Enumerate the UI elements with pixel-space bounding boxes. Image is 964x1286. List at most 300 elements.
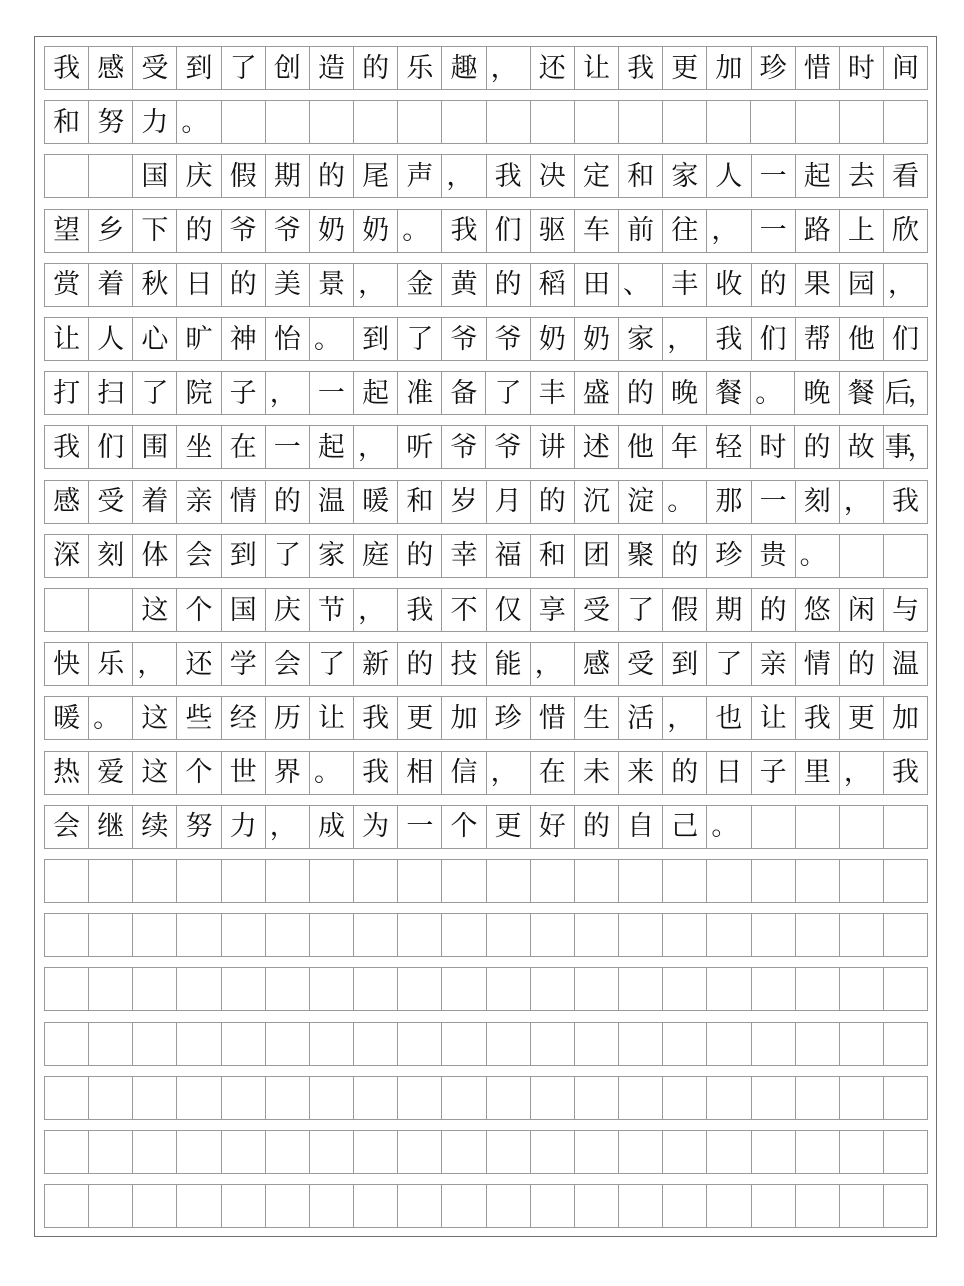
grid-cell: 受 bbox=[575, 589, 619, 631]
grid-cell: 丰 bbox=[531, 372, 575, 414]
grid-cell: 和 bbox=[531, 535, 575, 577]
grid-cell: 园 bbox=[840, 264, 884, 306]
grid-cell bbox=[840, 1077, 884, 1119]
grid-cell: 旷 bbox=[177, 318, 221, 360]
grid-cell bbox=[707, 1023, 751, 1065]
grid-cell: 努 bbox=[89, 101, 133, 143]
grid-cell: 驱 bbox=[531, 210, 575, 252]
grid-cell: 我 bbox=[45, 47, 89, 89]
grid-cell bbox=[575, 860, 619, 902]
grid-cell: 我 bbox=[884, 752, 928, 794]
grid-cell: 人 bbox=[89, 318, 133, 360]
grid-cell bbox=[398, 860, 442, 902]
grid-cell bbox=[133, 1131, 177, 1173]
grid-row bbox=[44, 480, 928, 524]
grid-row bbox=[44, 209, 928, 253]
grid-cell: 。 bbox=[89, 697, 133, 739]
grid-cell: 在 bbox=[531, 752, 575, 794]
grid-cell bbox=[354, 1131, 398, 1173]
grid-cell: 决 bbox=[531, 155, 575, 197]
grid-cell: 惜 bbox=[531, 697, 575, 739]
grid-cell bbox=[442, 860, 486, 902]
grid-cell: 一 bbox=[310, 372, 354, 414]
grid-cell: 我 bbox=[45, 426, 89, 468]
grid-cell: 日 bbox=[177, 264, 221, 306]
grid-cell: 一 bbox=[752, 155, 796, 197]
grid-cell: 国 bbox=[222, 589, 266, 631]
grid-cell: 庭 bbox=[354, 535, 398, 577]
grid-cell: ， bbox=[354, 264, 398, 306]
grid-cell: 下 bbox=[133, 210, 177, 252]
grid-cell: ， bbox=[442, 155, 486, 197]
grid-cell bbox=[619, 101, 663, 143]
grid-cell: 晚 bbox=[795, 372, 839, 414]
grid-cell: 那 bbox=[707, 481, 751, 523]
grid-cell: 着 bbox=[89, 264, 133, 306]
grid-cell: 餐 bbox=[840, 372, 884, 414]
grid-cell: 赏 bbox=[45, 264, 89, 306]
grid-cell: 学 bbox=[222, 643, 266, 685]
grid-cell: 子 bbox=[752, 752, 796, 794]
grid-cell: 的 bbox=[575, 806, 619, 848]
grid-cell: 亲 bbox=[752, 643, 796, 685]
grid-cell: 闲 bbox=[840, 589, 884, 631]
grid-cell: 珍 bbox=[707, 535, 751, 577]
grid-cell bbox=[663, 1131, 707, 1173]
grid-cell bbox=[487, 860, 531, 902]
grid-cell: 我 bbox=[442, 210, 486, 252]
grid-cell: 晚 bbox=[663, 372, 707, 414]
grid-cell bbox=[354, 1023, 398, 1065]
grid-cell: 享 bbox=[531, 589, 575, 631]
grid-cell: 一 bbox=[752, 210, 796, 252]
grid-cell: 这 bbox=[133, 752, 177, 794]
grid-cell bbox=[575, 101, 619, 143]
grid-cell bbox=[752, 1185, 796, 1227]
grid-cell: 爱 bbox=[89, 752, 133, 794]
grid-cell: 欣 bbox=[884, 210, 928, 252]
grid-cell: 感 bbox=[575, 643, 619, 685]
grid-cell: 奶 bbox=[310, 210, 354, 252]
grid-cell: 的 bbox=[752, 264, 796, 306]
grid-cell: 了 bbox=[222, 47, 266, 89]
grid-cell bbox=[487, 1185, 531, 1227]
grid-cell bbox=[840, 860, 884, 902]
grid-cell: 淀 bbox=[619, 481, 663, 523]
grid-cell bbox=[575, 968, 619, 1010]
grid-cell bbox=[840, 1131, 884, 1173]
grid-cell: 这 bbox=[133, 697, 177, 739]
grid-cell bbox=[177, 968, 221, 1010]
grid-cell bbox=[796, 860, 840, 902]
grid-cell bbox=[177, 1131, 221, 1173]
grid-cell: 了 bbox=[398, 318, 442, 360]
grid-cell: 爷 bbox=[486, 426, 530, 468]
grid-cell bbox=[442, 968, 486, 1010]
grid-cell: 加 bbox=[442, 697, 486, 739]
grid-cell: 乐 bbox=[89, 643, 133, 685]
grid-cell bbox=[354, 968, 398, 1010]
grid-cell: 景 bbox=[310, 264, 354, 306]
grid-cell: 我 bbox=[354, 752, 398, 794]
grid-cell: 备 bbox=[442, 372, 486, 414]
grid-cell bbox=[354, 1185, 398, 1227]
grid-cell: 的 bbox=[310, 155, 354, 197]
grid-cell bbox=[310, 968, 354, 1010]
grid-cell: 趣 bbox=[442, 47, 486, 89]
grid-cell: 、 bbox=[619, 264, 663, 306]
grid-cell bbox=[398, 1023, 442, 1065]
grid-cell: 我 bbox=[796, 697, 840, 739]
grid-cell: ， bbox=[266, 806, 310, 848]
grid-cell bbox=[531, 1077, 575, 1119]
grid-cell: 奶 bbox=[354, 210, 398, 252]
grid-cell bbox=[310, 914, 354, 956]
grid-cell bbox=[177, 914, 221, 956]
grid-cell bbox=[45, 1131, 89, 1173]
grid-cell: 准 bbox=[398, 372, 442, 414]
grid-cell bbox=[222, 968, 266, 1010]
grid-cell bbox=[398, 1131, 442, 1173]
grid-row bbox=[44, 100, 928, 144]
grid-cell bbox=[796, 1185, 840, 1227]
grid-cell: 技 bbox=[442, 643, 486, 685]
grid-cell bbox=[575, 914, 619, 956]
grid-cell: 假 bbox=[663, 589, 707, 631]
grid-cell bbox=[45, 1185, 89, 1227]
grid-cell bbox=[398, 914, 442, 956]
grid-cell bbox=[619, 1023, 663, 1065]
grid-cell: 国 bbox=[133, 155, 177, 197]
grid-cell: ， bbox=[663, 697, 707, 739]
grid-cell bbox=[840, 914, 884, 956]
grid-cell: 乡 bbox=[89, 210, 133, 252]
grid-cell bbox=[840, 535, 884, 577]
grid-cell bbox=[177, 860, 221, 902]
grid-cell bbox=[752, 1023, 796, 1065]
grid-cell bbox=[840, 101, 884, 143]
grid-cell: 和 bbox=[619, 155, 663, 197]
grid-cell: 受 bbox=[89, 481, 133, 523]
grid-cell bbox=[89, 1131, 133, 1173]
grid-cell bbox=[89, 589, 133, 631]
grid-cell: 续 bbox=[133, 806, 177, 848]
grid-cell: 讲 bbox=[531, 426, 575, 468]
grid-cell bbox=[752, 1131, 796, 1173]
grid-cell bbox=[222, 1131, 266, 1173]
grid-cell: 打 bbox=[45, 372, 89, 414]
grid-row bbox=[44, 805, 928, 849]
grid-cell: 成 bbox=[310, 806, 354, 848]
grid-cell bbox=[575, 1131, 619, 1173]
grid-cell bbox=[89, 914, 133, 956]
grid-cell: 暖 bbox=[354, 481, 398, 523]
grid-cell bbox=[531, 860, 575, 902]
grid-cell bbox=[45, 1077, 89, 1119]
grid-cell: ， bbox=[531, 643, 575, 685]
grid-cell: 幸 bbox=[442, 535, 486, 577]
grid-cell: 贵 bbox=[752, 535, 796, 577]
grid-cell: 了 bbox=[619, 589, 663, 631]
grid-cell: 创 bbox=[266, 47, 310, 89]
grid-cell bbox=[487, 914, 531, 956]
grid-cell: 家 bbox=[663, 155, 707, 197]
grid-cell: 受 bbox=[133, 47, 177, 89]
grid-cell bbox=[222, 860, 266, 902]
grid-cell bbox=[398, 1185, 442, 1227]
grid-cell: ， bbox=[707, 210, 751, 252]
grid-cell bbox=[487, 1131, 531, 1173]
grid-row bbox=[44, 588, 928, 632]
grid-cell bbox=[266, 968, 310, 1010]
grid-cell: 会 bbox=[45, 806, 89, 848]
grid-cell: 日 bbox=[707, 752, 751, 794]
grid-cell: 珍 bbox=[752, 47, 796, 89]
grid-cell: 个 bbox=[177, 752, 221, 794]
grid-cell: 。 bbox=[663, 481, 707, 523]
grid-row bbox=[44, 425, 931, 469]
grid-cell: 了 bbox=[133, 372, 177, 414]
grid-cell: 己 bbox=[663, 806, 707, 848]
grid-cell: 家 bbox=[310, 535, 354, 577]
grid-cell: 温 bbox=[884, 643, 928, 685]
grid-cell bbox=[442, 1077, 486, 1119]
grid-cell: 围 bbox=[133, 426, 177, 468]
grid-cell: 听 bbox=[398, 426, 442, 468]
grid-cell: 历 bbox=[266, 697, 310, 739]
grid-cell: 扫 bbox=[89, 372, 133, 414]
grid-cell: ， bbox=[354, 589, 398, 631]
grid-cell bbox=[45, 1023, 89, 1065]
grid-cell: 更 bbox=[663, 47, 707, 89]
grid-cell bbox=[442, 101, 486, 143]
grid-cell bbox=[884, 806, 928, 848]
grid-row bbox=[44, 859, 928, 903]
grid-cell: 到 bbox=[663, 643, 707, 685]
grid-cell bbox=[840, 1023, 884, 1065]
grid-cell bbox=[796, 914, 840, 956]
grid-cell: 黄 bbox=[442, 264, 486, 306]
grid-cell: 的 bbox=[177, 210, 221, 252]
grid-cell bbox=[796, 806, 840, 848]
grid-cell bbox=[752, 914, 796, 956]
grid-cell bbox=[840, 806, 884, 848]
grid-cell: 新 bbox=[354, 643, 398, 685]
grid-cell: 起 bbox=[796, 155, 840, 197]
grid-cell bbox=[266, 1023, 310, 1065]
grid-cell: 。 bbox=[751, 372, 795, 414]
grid-cell: 。 bbox=[177, 101, 221, 143]
grid-cell: ， bbox=[663, 318, 707, 360]
grid-cell bbox=[177, 1185, 221, 1227]
grid-cell: 。 bbox=[310, 752, 354, 794]
grid-cell bbox=[619, 1077, 663, 1119]
grid-cell: 车 bbox=[575, 210, 619, 252]
grid-cell: 为 bbox=[354, 806, 398, 848]
grid-cell bbox=[266, 1131, 310, 1173]
grid-cell bbox=[663, 1185, 707, 1227]
grid-cell: ， bbox=[840, 481, 884, 523]
grid-cell bbox=[884, 1131, 928, 1173]
grid-cell: 的 bbox=[795, 426, 839, 468]
grid-cell: 让 bbox=[752, 697, 796, 739]
grid-cell: 悠 bbox=[796, 589, 840, 631]
grid-cell bbox=[884, 1077, 928, 1119]
grid-cell: 尾 bbox=[354, 155, 398, 197]
grid-cell bbox=[531, 101, 575, 143]
grid-cell: 到 bbox=[354, 318, 398, 360]
grid-cell: 努 bbox=[177, 806, 221, 848]
grid-cell: 深 bbox=[45, 535, 89, 577]
grid-cell: 餐 bbox=[707, 372, 751, 414]
grid-cell: 感 bbox=[45, 481, 89, 523]
grid-cell bbox=[266, 914, 310, 956]
grid-cell bbox=[354, 101, 398, 143]
grid-cell: 珍 bbox=[487, 697, 531, 739]
grid-cell: 们 bbox=[487, 210, 531, 252]
grid-cell: 爷 bbox=[222, 210, 266, 252]
grid-cell: 轻 bbox=[707, 426, 751, 468]
grid-cell: 盛 bbox=[575, 372, 619, 414]
grid-cell: 也 bbox=[707, 697, 751, 739]
grid-cell: 热 bbox=[45, 752, 89, 794]
grid-cell: 前 bbox=[619, 210, 663, 252]
grid-cell bbox=[663, 968, 707, 1010]
grid-cell: 活 bbox=[619, 697, 663, 739]
grid-cell bbox=[45, 589, 89, 631]
grid-cell: 和 bbox=[45, 101, 89, 143]
grid-row bbox=[44, 642, 928, 686]
grid-cell: 的 bbox=[752, 589, 796, 631]
grid-cell: 庆 bbox=[266, 589, 310, 631]
grid-cell: 期 bbox=[266, 155, 310, 197]
grid-cell: 我 bbox=[884, 481, 928, 523]
grid-cell: 节 bbox=[310, 589, 354, 631]
grid-cell bbox=[575, 1023, 619, 1065]
grid-cell: 的 bbox=[222, 264, 266, 306]
grid-cell: 。 bbox=[398, 210, 442, 252]
grid-cell bbox=[89, 155, 133, 197]
grid-cell: 。 bbox=[707, 806, 751, 848]
grid-cell: 和 bbox=[398, 481, 442, 523]
grid-cell bbox=[884, 535, 928, 577]
grid-cell: 子 bbox=[222, 372, 266, 414]
grid-cell bbox=[707, 914, 751, 956]
grid-cell bbox=[531, 968, 575, 1010]
grid-cell: 造 bbox=[310, 47, 354, 89]
grid-cell: 让 bbox=[310, 697, 354, 739]
grid-cell: 心 bbox=[133, 318, 177, 360]
grid-cell: 他 bbox=[840, 318, 884, 360]
grid-cell: 爷 bbox=[442, 426, 486, 468]
grid-cell bbox=[707, 1077, 751, 1119]
grid-cell: 界 bbox=[266, 752, 310, 794]
grid-cell: 美 bbox=[266, 264, 310, 306]
grid-cell bbox=[751, 101, 795, 143]
grid-cell: 温 bbox=[310, 481, 354, 523]
grid-cell: 秋 bbox=[133, 264, 177, 306]
grid-cell: 还 bbox=[177, 643, 221, 685]
grid-cell: 期 bbox=[707, 589, 751, 631]
grid-cell: 体 bbox=[133, 535, 177, 577]
grid-cell bbox=[266, 1185, 310, 1227]
grid-cell bbox=[663, 860, 707, 902]
grid-cell bbox=[222, 1077, 266, 1119]
grid-cell: 田 bbox=[575, 264, 619, 306]
grid-cell: 的 bbox=[663, 535, 707, 577]
grid-cell: 上 bbox=[840, 210, 884, 252]
grid-cell: 仅 bbox=[487, 589, 531, 631]
grid-cell: 收 bbox=[707, 264, 751, 306]
grid-cell bbox=[133, 860, 177, 902]
grid-cell bbox=[531, 1023, 575, 1065]
grid-cell: 聚 bbox=[619, 535, 663, 577]
grid-cell bbox=[575, 1077, 619, 1119]
grid-cell bbox=[663, 914, 707, 956]
grid-cell: 岁 bbox=[442, 481, 486, 523]
grid-cell: 会 bbox=[177, 535, 221, 577]
grid-cell: 的 bbox=[354, 47, 398, 89]
grid-cell bbox=[310, 1077, 354, 1119]
grid-cell: 着 bbox=[133, 481, 177, 523]
grid-cell: 加 bbox=[707, 47, 751, 89]
grid-cell bbox=[487, 1077, 531, 1119]
grid-cell: 更 bbox=[840, 697, 884, 739]
grid-cell bbox=[89, 860, 133, 902]
grid-cell: 惜 bbox=[796, 47, 840, 89]
grid-cell: 庆 bbox=[177, 155, 221, 197]
grid-cell: 我 bbox=[487, 155, 531, 197]
grid-cell: 了 bbox=[266, 535, 310, 577]
grid-cell: 会 bbox=[266, 643, 310, 685]
grid-cell: ， bbox=[133, 643, 177, 685]
grid-cell: 间 bbox=[884, 47, 928, 89]
grid-cell bbox=[796, 1023, 840, 1065]
grid-cell: 相 bbox=[398, 752, 442, 794]
grid-cell: ， bbox=[487, 752, 531, 794]
grid-cell bbox=[222, 101, 266, 143]
grid-cell bbox=[796, 1131, 840, 1173]
grid-cell: 了 bbox=[486, 372, 530, 414]
grid-cell: 刻 bbox=[796, 481, 840, 523]
grid-cell: 刻 bbox=[89, 535, 133, 577]
grid-cell: 经 bbox=[222, 697, 266, 739]
grid-cell bbox=[442, 1185, 486, 1227]
grid-cell: 起 bbox=[310, 426, 354, 468]
grid-row bbox=[44, 1022, 928, 1066]
grid-cell: 受 bbox=[619, 643, 663, 685]
grid-cell: 他 bbox=[619, 426, 663, 468]
grid-cell bbox=[45, 914, 89, 956]
grid-cell: 世 bbox=[222, 752, 266, 794]
grid-cell bbox=[796, 101, 840, 143]
grid-cell: 的 bbox=[398, 535, 442, 577]
grid-cell: 来 bbox=[619, 752, 663, 794]
grid-cell: 生 bbox=[575, 697, 619, 739]
grid-cell bbox=[884, 860, 928, 902]
grid-cell bbox=[310, 101, 354, 143]
grid-row bbox=[44, 1130, 928, 1174]
grid-cell: 。 bbox=[310, 318, 354, 360]
grid-cell bbox=[840, 1185, 884, 1227]
grid-cell: 了 bbox=[310, 643, 354, 685]
grid-cell bbox=[619, 968, 663, 1010]
grid-cell: 家 bbox=[619, 318, 663, 360]
grid-cell: 看 bbox=[884, 155, 928, 197]
grid-cell: 望 bbox=[45, 210, 89, 252]
grid-cell: 月 bbox=[487, 481, 531, 523]
grid-row bbox=[44, 154, 928, 198]
